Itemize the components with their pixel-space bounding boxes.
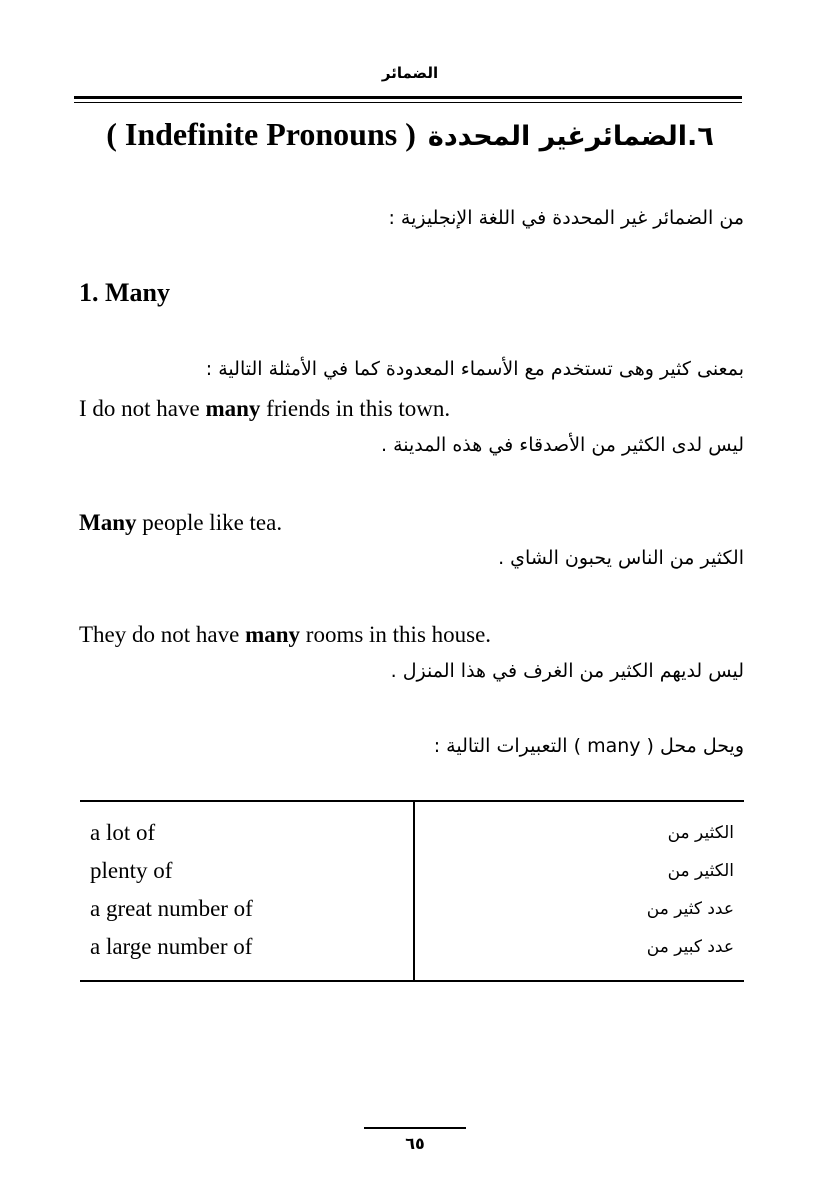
example-text: They do not have (79, 622, 246, 647)
table-cell-en: plenty of (90, 858, 173, 883)
table-english-column (90, 814, 400, 966)
usage-text: بمعنى كثير وهى تستخدم مع الأسماء المعدودة كما في الأمثلة التالية : (205, 358, 744, 380)
table-column-divider (413, 802, 415, 980)
example-text: friends in this town. (260, 396, 451, 421)
table-cell-ar: عدد كبير من (646, 937, 734, 957)
expressions-table (80, 800, 744, 982)
chapter-title-ar: ٦.الضمائرغير المحددة (427, 121, 714, 152)
table-cell-ar: الكثير من (667, 823, 734, 843)
example-3-arabic: ليس لديهم الكثير من الغرف في هذا المنزل . (390, 660, 744, 682)
example-keyword: Many (79, 510, 137, 535)
example-2-arabic: الكثير من الناس يحبون الشاي . (498, 547, 744, 569)
chapter-title-en: ( Indefinite Pronouns ) (106, 116, 416, 152)
table-arabic-column (434, 814, 734, 966)
chapter-title (80, 116, 740, 153)
header-rule-thin (74, 102, 742, 103)
table-cell-en: a great number of (90, 896, 253, 921)
example-text: rooms in this house. (300, 622, 492, 647)
table-cell-en: a lot of (90, 820, 156, 845)
running-head: الضمائر (381, 64, 439, 82)
example-text: I do not have (79, 396, 206, 421)
example-keyword: many (245, 622, 301, 647)
example-1-english (79, 396, 450, 422)
intro-text: من الضمائر غير المحددة في اللغة الإنجليزية : (388, 207, 744, 229)
section-heading: 1. Many (79, 278, 170, 307)
replacement-text: ويحل محل ( many ) التعبيرات التالية : (433, 735, 744, 757)
footer-rule (364, 1127, 466, 1129)
page-number: ٦٥ (405, 1134, 425, 1153)
table-cell-ar: الكثير من (667, 861, 734, 881)
example-2-english (79, 510, 282, 536)
table-cell-en: a large number of (90, 934, 253, 959)
example-text: people like tea. (136, 510, 283, 535)
table-cell-ar: عدد كثير من (646, 899, 734, 919)
table-top-rule (80, 800, 744, 802)
example-1-arabic: ليس لدى الكثير من الأصدقاء في هذه المدينة . (380, 434, 744, 456)
example-3-english (79, 622, 491, 648)
header-rule (74, 96, 742, 99)
example-keyword: many (205, 396, 261, 421)
table-bottom-rule (80, 980, 744, 982)
